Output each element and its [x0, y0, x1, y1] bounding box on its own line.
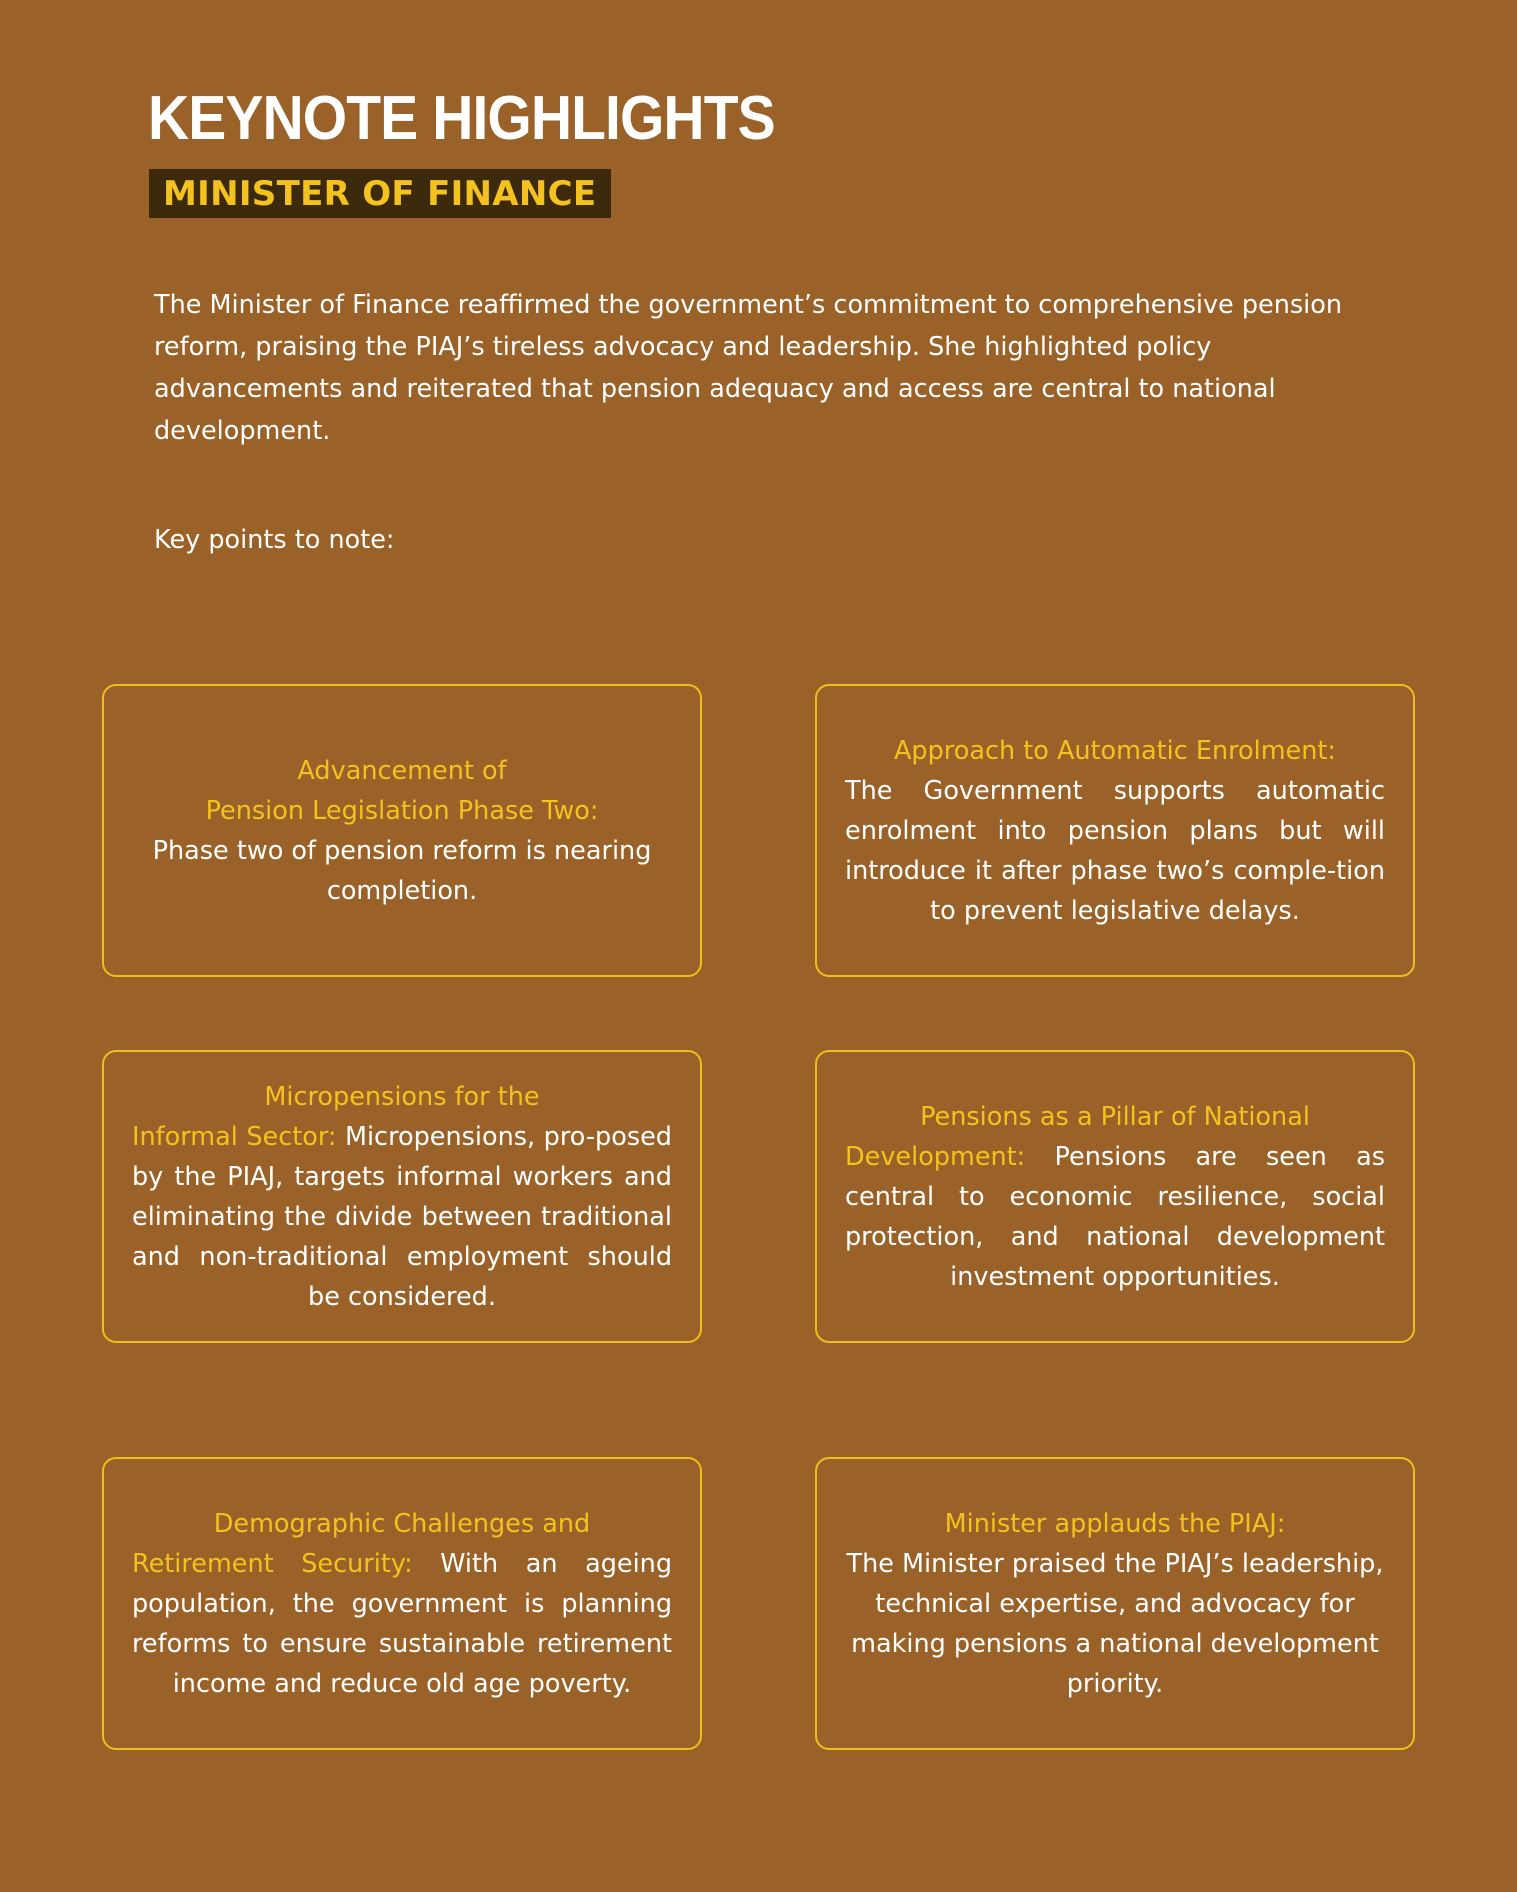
card-body: The Government supports automatic enrolment into pension plans but will introduce it after phase two’s comple-tion to prevent legislative delays. — [845, 775, 1385, 926]
key-points-label: Key points to note: — [154, 525, 395, 555]
card-heading: Minister applauds the PIAJ: — [944, 1508, 1286, 1539]
card-heading-line: Advancement of — [297, 755, 507, 786]
highlight-card-pension-legislation — [102, 684, 702, 977]
card-text — [845, 731, 1385, 931]
card-text — [132, 1504, 672, 1704]
card-heading-line: Retirement Security: — [132, 1548, 413, 1579]
page-subtitle: MINISTER OF FINANCE — [163, 174, 597, 214]
highlight-card-minister-applauds — [815, 1457, 1415, 1750]
card-heading-line: Micropensions for the — [264, 1081, 540, 1112]
highlight-card-demographic-challenges — [102, 1457, 702, 1750]
highlight-card-national-development — [815, 1050, 1415, 1343]
card-heading-line: Informal Sector: — [132, 1121, 337, 1152]
card-text — [132, 1077, 672, 1317]
card-text — [845, 1097, 1385, 1297]
subtitle-banner — [149, 169, 611, 218]
card-heading-line: Pension Legislation Phase Two: — [205, 795, 599, 826]
page-title: KEYNOTE HIGHLIGHTS — [148, 84, 775, 153]
card-text — [132, 751, 672, 911]
card-heading-line: Pensions as a Pillar of National — [920, 1101, 1310, 1132]
highlight-card-micropensions — [102, 1050, 702, 1343]
highlight-card-automatic-enrolment — [815, 684, 1415, 977]
card-body: Pensions are seen as central to economic resilience, social protection, and national development investment opportunities. — [845, 1141, 1386, 1292]
card-heading — [206, 756, 599, 826]
card-text — [845, 1504, 1385, 1704]
intro-paragraph: The Minister of Finance reaffirmed the government’s commitment to comprehensive pension reform, praising the PIAJ’s tireless advocacy and leadership. She highlighted policy advancements and reiterated that pension adequacy and access are central to national development. — [154, 290, 1343, 446]
card-body: Micropensions, pro-posed by the PIAJ, targets informal workers and eliminating the divide between traditional and non-traditional employment should be considered. — [132, 1121, 672, 1312]
card-heading: Approach to Automatic Enrolment: — [893, 735, 1336, 766]
card-body: Phase two of pension reform is nearing completion. — [152, 835, 652, 906]
card-heading-line: Development: — [845, 1141, 1026, 1172]
card-heading-line: Demographic Challenges and — [213, 1508, 591, 1539]
card-body: With an ageing population, the government is planning reforms to ensure sustainable retirement income and reduce old age poverty. — [132, 1548, 673, 1699]
card-body: The Minister praised the PIAJ’s leadership, technical expertise, and advocacy for making pensions a national development priority. — [846, 1548, 1384, 1699]
